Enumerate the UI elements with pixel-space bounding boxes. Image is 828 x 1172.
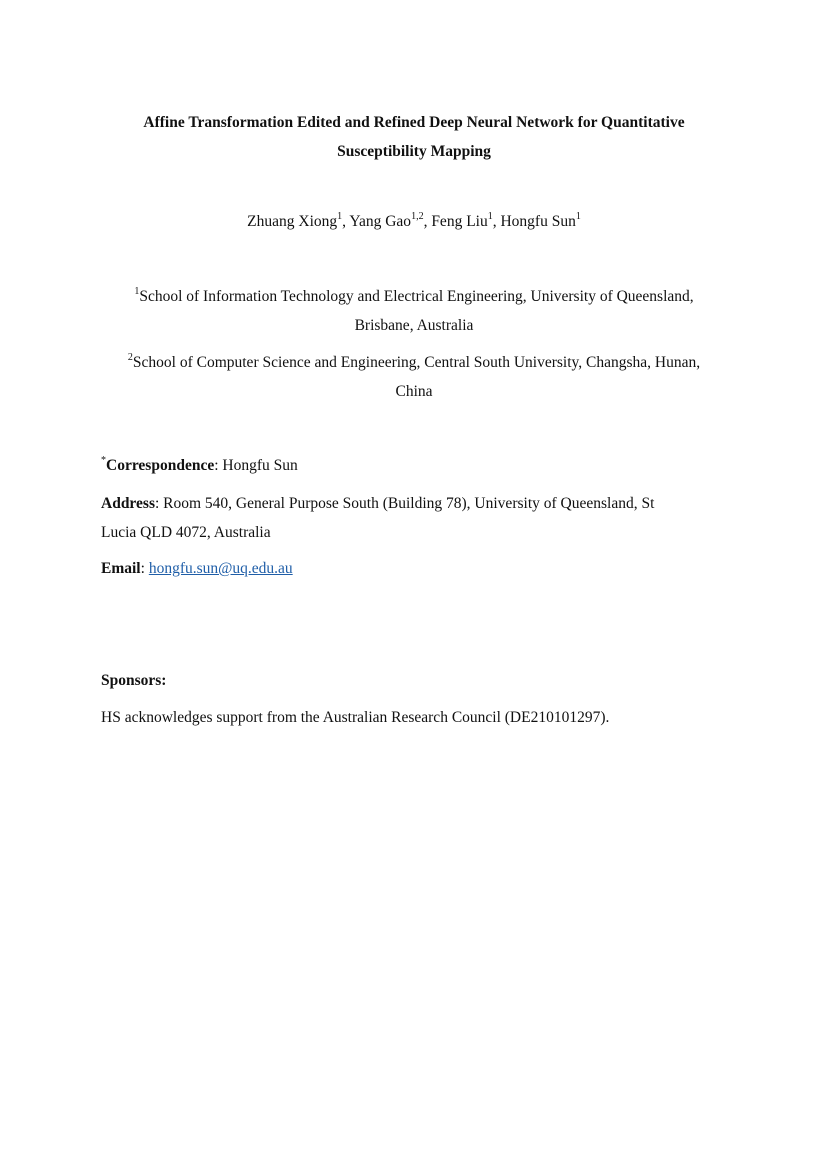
affiliation-mark: 1 bbox=[134, 285, 140, 297]
title-line-2: Susceptibility Mapping bbox=[337, 143, 491, 160]
address-line bbox=[101, 489, 729, 518]
author-separator: , bbox=[423, 213, 432, 230]
affiliation-text: School of Information Technology and Electrical Engineering, University of Queensland, bbox=[139, 288, 694, 305]
sponsors-heading-text: Sponsors: bbox=[101, 672, 167, 689]
author-affiliation-mark: 1 bbox=[487, 210, 493, 222]
address bbox=[101, 489, 729, 547]
paper-title bbox=[100, 108, 728, 166]
author-separator: , bbox=[492, 213, 501, 230]
email-label: Email bbox=[101, 560, 141, 577]
author-name: Zhuang Xiong bbox=[247, 213, 338, 230]
author-name: Feng Liu bbox=[431, 213, 488, 230]
affiliation-1 bbox=[92, 282, 736, 340]
author-affiliation-mark: 1 bbox=[337, 210, 343, 222]
correspondence bbox=[101, 451, 729, 480]
affiliation-line bbox=[92, 348, 736, 377]
author-name: Yang Gao bbox=[349, 213, 412, 230]
address-text: : Room 540, General Purpose South (Building 78), University of Queensland, St bbox=[154, 495, 655, 512]
correspondence-mark: * bbox=[101, 454, 106, 466]
email bbox=[101, 554, 729, 583]
author-affiliation-mark: 1 bbox=[575, 210, 581, 222]
address-line: Lucia QLD 4072, Australia bbox=[101, 524, 271, 541]
affiliation-line: Brisbane, Australia bbox=[354, 317, 474, 334]
affiliation-2 bbox=[92, 348, 736, 406]
sponsors-text: HS acknowledges support from the Australian Research Council (DE210101297). bbox=[101, 709, 610, 726]
address-label: Address bbox=[101, 495, 155, 512]
correspondence-value: : Hongfu Sun bbox=[214, 457, 298, 474]
affiliation-line: China bbox=[395, 383, 433, 400]
email-link[interactable]: hongfu.sun@uq.edu.au bbox=[148, 560, 293, 577]
author-separator: , bbox=[342, 213, 350, 230]
title-line-1: Affine Transformation Edited and Refined Deep Neural Network for Quantitative bbox=[143, 114, 685, 131]
affiliation-mark: 2 bbox=[127, 351, 133, 363]
affiliation-line bbox=[92, 282, 736, 311]
author-affiliation-mark: 1,2 bbox=[411, 210, 424, 222]
sponsors-heading bbox=[101, 666, 729, 695]
author-name: Hongfu Sun bbox=[500, 213, 576, 230]
email-separator: : bbox=[140, 560, 149, 577]
correspondence-label: Correspondence bbox=[106, 457, 215, 474]
author-list bbox=[100, 210, 728, 234]
affiliation-text: School of Computer Science and Engineering, Central South University, Changsha, Hunan, bbox=[132, 354, 701, 371]
